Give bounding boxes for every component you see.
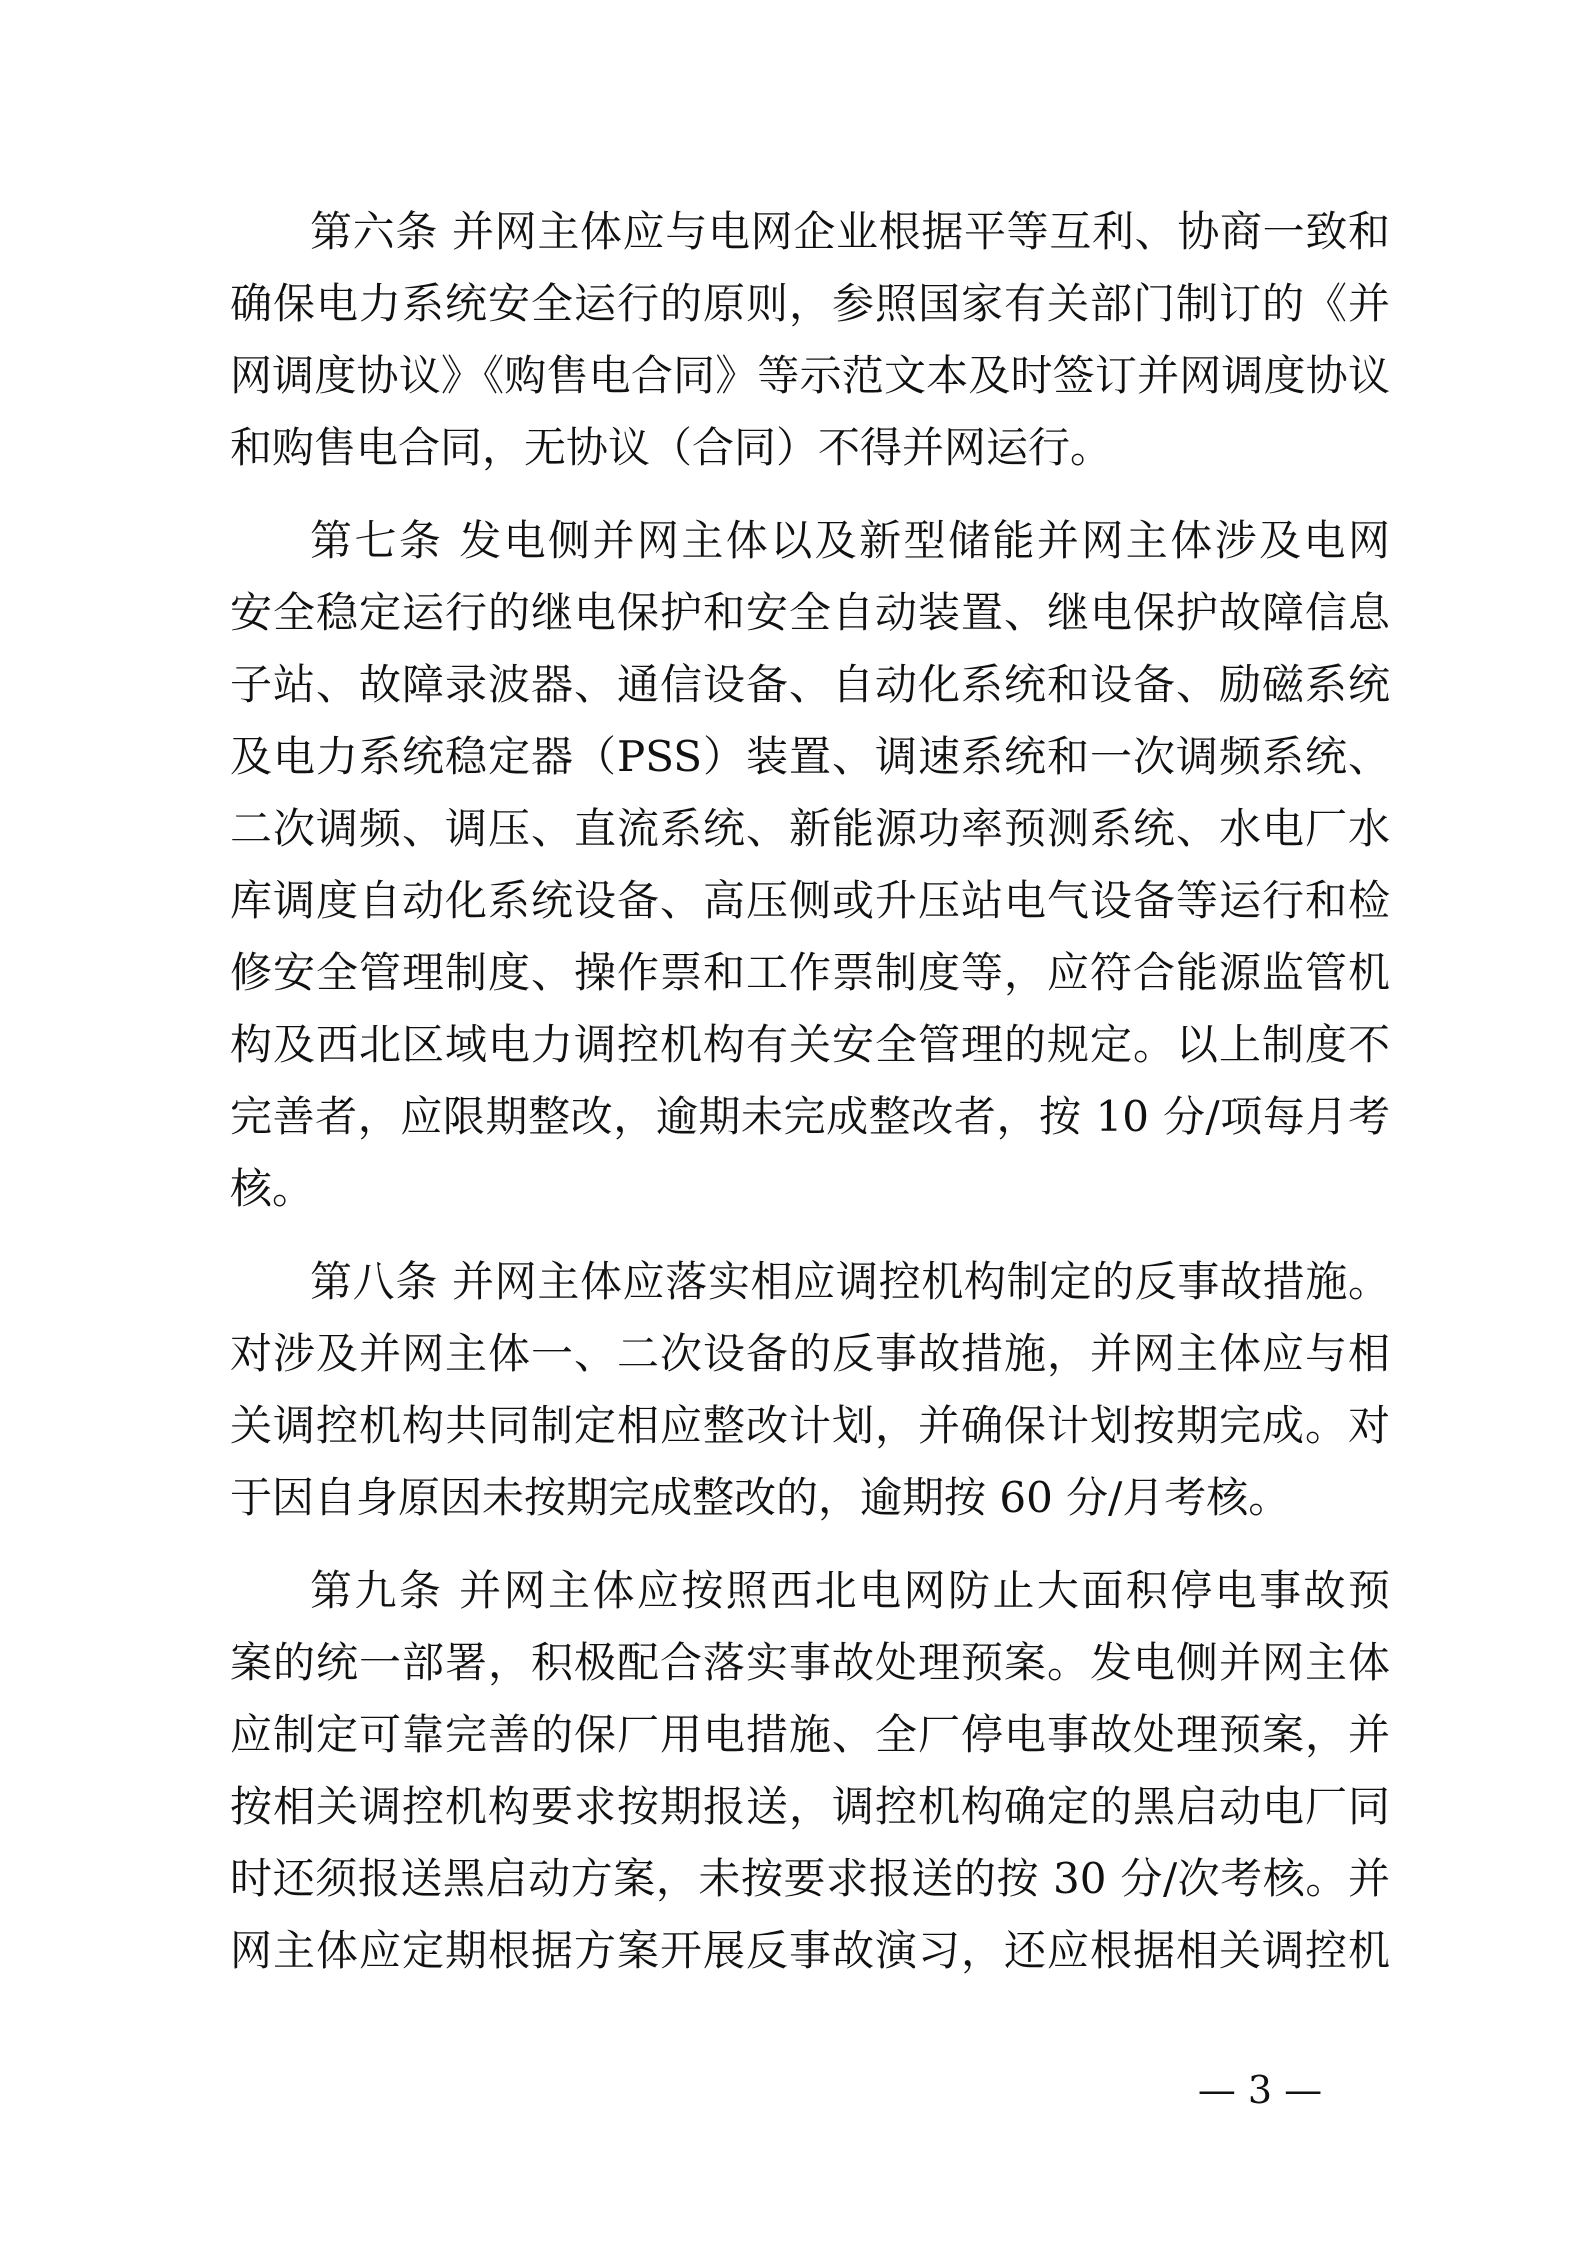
article-9-line-2: 案的统一部署，积极配合落实事故处理预案。发电侧并网主体: [230, 1638, 1390, 1687]
article-9-line-5: 时还须报送黑启动方案，未按要求报送的按 30 分/次考核。并: [230, 1854, 1390, 1903]
article-8-line-3: 关调控机构共同制定相应整改计划，并确保计划按期完成。对: [230, 1401, 1390, 1450]
article-7-line-4: 及电力系统稳定器（PSS）装置、调速系统和一次调频系统、: [230, 732, 1390, 781]
article-9-line-6: 网主体应定期根据方案开展反事故演习，还应根据相关调控机: [230, 1926, 1390, 1975]
article-8-line-2: 对涉及并网主体一、二次设备的反事故措施，并网主体应与相: [230, 1329, 1390, 1378]
page-number: — 3 —: [1197, 2068, 1323, 2112]
article-7-line-3: 子站、故障录波器、通信设备、自动化系统和设备、励磁系统: [230, 660, 1390, 709]
article-7-line-5: 二次调频、调压、直流系统、新能源功率预测系统、水电厂水: [230, 804, 1390, 853]
article-6-line-1: 第六条 并网主体应与电网企业根据平等互利、协商一致和: [310, 207, 1390, 256]
article-9-line-3: 应制定可靠完善的保厂用电措施、全厂停电事故处理预案，并: [230, 1710, 1390, 1759]
article-7-line-2: 安全稳定运行的继电保护和安全自动装置、继电保护故障信息: [230, 588, 1390, 637]
article-7-line-8: 构及西北区域电力调控机构有关安全管理的规定。以上制度不: [230, 1020, 1390, 1069]
article-7-line-7: 修安全管理制度、操作票和工作票制度等，应符合能源监管机: [230, 948, 1390, 997]
article-9-line-4: 按相关调控机构要求按期报送，调控机构确定的黑启动电厂同: [230, 1782, 1390, 1831]
article-7-line-9: 完善者，应限期整改，逾期未完成整改者，按 10 分/项每月考: [230, 1092, 1390, 1141]
article-7-line-10: 核。: [230, 1164, 315, 1213]
article-7-line-1: 第七条 发电侧并网主体以及新型储能并网主体涉及电网: [310, 516, 1390, 565]
article-9-line-1: 第九条 并网主体应按照西北电网防止大面积停电事故预: [310, 1566, 1390, 1615]
article-8-line-4: 于因自身原因未按期完成整改的，逾期按 60 分/月考核。: [230, 1473, 1291, 1522]
article-6-line-4: 和购售电合同，无协议（合同）不得并网运行。: [230, 423, 1113, 472]
article-8-line-1: 第八条 并网主体应落实相应调控机构制定的反事故措施。: [310, 1257, 1390, 1306]
article-7-line-6: 库调度自动化系统设备、高压侧或升压站电气设备等运行和检: [230, 876, 1390, 925]
article-6-line-2: 确保电力系统安全运行的原则，参照国家有关部门制订的《并: [230, 279, 1390, 328]
article-6-line-3: 网调度协议》《购售电合同》等示范文本及时签订并网调度协议: [230, 351, 1390, 400]
